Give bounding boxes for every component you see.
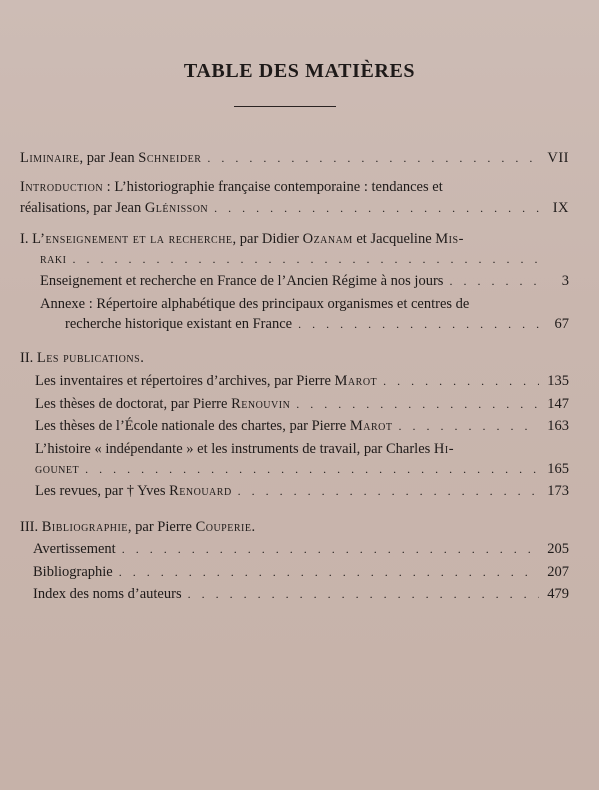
dot-leader bbox=[72, 252, 539, 267]
toc-entry-avertissement: Avertissement . . . 205 bbox=[33, 541, 569, 558]
dot-leader bbox=[383, 374, 539, 389]
page-title: TABLE DES MATIÈRES bbox=[183, 60, 416, 82]
toc-entry-annexe: Annexe : Répertoire alphabétique des principaux organismes et centres de bbox=[40, 296, 470, 312]
entry-text: Liminaire, par Jean Schneider bbox=[20, 150, 202, 166]
toc-part-3: III. Bibliographie, par Pierre Couperie. bbox=[20, 519, 256, 535]
dot-leader bbox=[122, 542, 539, 557]
page-number: 3 bbox=[561, 273, 569, 289]
page-number: 205 bbox=[547, 541, 569, 557]
toc-entry-liminaire bbox=[20, 150, 569, 167]
page-number: 163 bbox=[547, 418, 569, 434]
page-number: 147 bbox=[547, 396, 569, 412]
dot-leader bbox=[398, 419, 539, 434]
dot-leader bbox=[296, 397, 539, 412]
dot-leader bbox=[188, 587, 539, 602]
dot-leader bbox=[207, 151, 539, 166]
toc-entry-introduction-cont bbox=[20, 200, 569, 217]
page-number: 479 bbox=[547, 586, 569, 602]
toc-entry-bibliographie: Bibliographie . . . 207 bbox=[33, 564, 569, 581]
page-number: 173 bbox=[547, 483, 569, 499]
dot-leader bbox=[119, 565, 539, 580]
page-number: IX bbox=[552, 200, 569, 216]
entry-text: réalisations, par Jean Glénisson bbox=[20, 200, 209, 216]
dot-leader bbox=[449, 274, 539, 289]
toc-part-1: I. L’enseignement et la recherche, par Didier Ozanam et Jacqueline Mis- bbox=[20, 231, 464, 247]
toc-entry-annexe-cont: recherche historique existant en France . . . 67 bbox=[65, 316, 569, 333]
dot-leader bbox=[298, 317, 539, 332]
page-number: 67 bbox=[554, 316, 569, 332]
toc-part-1-cont: raki . . . bbox=[40, 251, 569, 268]
toc-entry-theses-doctorat: Les thèses de doctorat, par Pierre Renouvin . . . 147 bbox=[35, 396, 569, 413]
dot-leader bbox=[214, 201, 539, 216]
toc-entry-index: Index des noms d’auteurs . . . 479 bbox=[33, 586, 569, 603]
page-number: VII bbox=[547, 150, 569, 166]
toc-entry-histoire-independante-cont: gounet . . . 165 bbox=[35, 461, 569, 478]
toc-entry-histoire-independante: L’histoire « indépendante » et les instruments de travail, par Charles Hi- bbox=[35, 441, 455, 457]
title-rule bbox=[234, 106, 336, 107]
dot-leader bbox=[238, 484, 539, 499]
toc-entry-inventaires: Les inventaires et répertoires d’archives, par Pierre Marot . . . 135 bbox=[35, 373, 569, 390]
toc-entry-introduction: Introduction : L’historiographie française contemporaine : tendances et bbox=[20, 179, 443, 195]
page-number: 165 bbox=[547, 461, 569, 477]
page-number: 207 bbox=[547, 564, 569, 580]
toc-part-2: II. Les publications. bbox=[20, 350, 144, 366]
page-number: 135 bbox=[547, 373, 569, 389]
toc-entry-enseignement: Enseignement et recherche en France de l’Ancien Régime à nos jours . . . 3 bbox=[40, 273, 569, 290]
dot-leader bbox=[85, 462, 539, 477]
toc-entry-revues: Les revues, par † Yves Renouard . . . 173 bbox=[35, 483, 569, 500]
toc-entry-theses-chartes: Les thèses de l’École nationale des chartes, par Pierre Marot . . . 163 bbox=[35, 418, 569, 435]
